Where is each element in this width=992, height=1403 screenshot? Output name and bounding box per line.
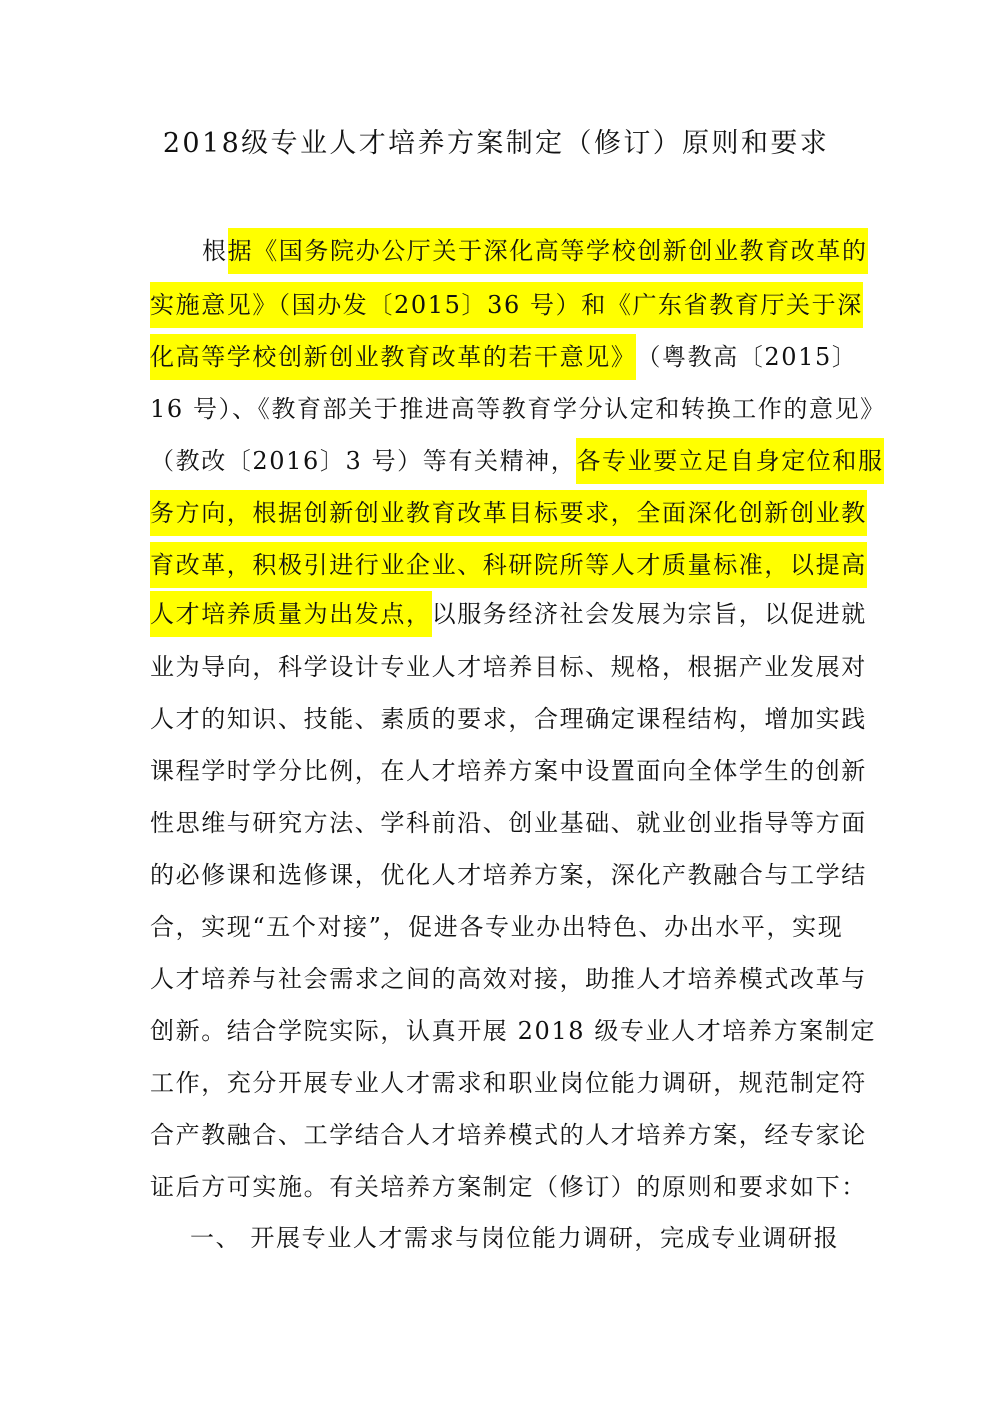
highlighted-text: 各专业要立足自身定位和服 bbox=[576, 438, 883, 484]
body-line bbox=[150, 334, 858, 380]
body-line bbox=[150, 956, 867, 1002]
body-text: 创新。结合学院实际，认真开展 2018 级专业人才培养方案制定 bbox=[150, 1017, 876, 1045]
body-text: 的必修课和选修课，优化人才培养方案，深化产教融合与工学结 bbox=[150, 861, 867, 889]
body-line bbox=[150, 800, 867, 846]
highlighted-text: 育改革，积极引进行业企业、科研院所等人才质量标准，以提高 bbox=[150, 542, 867, 588]
highlighted-text: 人才培养质量为出发点， bbox=[150, 591, 432, 637]
body-line bbox=[150, 748, 867, 794]
body-text: 人才的知识、技能、素质的要求，合理确定课程结构，增加实践 bbox=[150, 705, 867, 733]
body-text: 一、 开展专业人才需求与岗位能力调研，完成专业调研报 bbox=[190, 1224, 840, 1252]
body-line bbox=[150, 282, 863, 328]
body-line bbox=[202, 228, 894, 274]
body-line bbox=[150, 904, 842, 950]
body-line bbox=[150, 591, 867, 637]
highlighted-text: 化高等学校创新创业教育改革的若干意见》 bbox=[150, 334, 636, 380]
body-line bbox=[150, 542, 867, 588]
body-text: 合，实现“五个对接”，促进各专业办出特色、办出水平，实现 bbox=[150, 913, 844, 941]
body-line bbox=[150, 644, 867, 690]
body-text: 课程学时学分比例，在人才培养方案中设置面向全体学生的创新 bbox=[150, 757, 867, 785]
body-text: 16 号）、《教育部关于推进高等教育学分认定和转换工作的意见》 bbox=[150, 395, 886, 423]
body-line bbox=[190, 1215, 842, 1261]
body-line bbox=[150, 438, 884, 484]
body-text: （粤教高〔2015〕 bbox=[636, 343, 858, 371]
body-text: 合产教融合、工学结合人才培养模式的人才培养方案，经专家论 bbox=[150, 1121, 867, 1149]
body-text: 以服务经济社会发展为宗旨，以促进就 bbox=[431, 600, 867, 628]
body-line bbox=[150, 1060, 867, 1106]
highlighted-text: 据《国务院办公厅关于深化高等学校创新创业教育改革的 bbox=[228, 228, 868, 274]
body-text: 工作，充分开展专业人才需求和职业岗位能力调研，规范制定符 bbox=[150, 1069, 867, 1097]
body-text: 根 bbox=[202, 237, 228, 265]
body-line bbox=[150, 852, 867, 898]
body-line bbox=[150, 696, 867, 742]
body-line bbox=[150, 1008, 876, 1054]
body-text: 性思维与研究方法、学科前沿、创业基础、就业创业指导等方面 bbox=[150, 809, 867, 837]
body-line bbox=[150, 1164, 867, 1210]
body-line bbox=[150, 1112, 867, 1158]
document-title: 2018级专业人才培养方案制定（修订）原则和要求 bbox=[162, 128, 830, 159]
highlighted-text: 务方向，根据创新创业教育改革目标要求，全面深化创新创业教 bbox=[150, 490, 867, 536]
body-text: （教改〔2016〕3 号）等有关精神， bbox=[150, 447, 577, 475]
body-text: 证后方可实施。有关培养方案制定（修订）的原则和要求如下： bbox=[150, 1173, 867, 1201]
body-line bbox=[150, 490, 867, 536]
body-line bbox=[150, 386, 886, 432]
body-text: 人才培养与社会需求之间的高效对接，助推人才培养模式改革与 bbox=[150, 965, 867, 993]
body-text: 业为导向，科学设计专业人才培养目标、规格，根据产业发展对 bbox=[150, 653, 867, 681]
highlighted-text: 实施意见》（国办发〔2015〕36 号）和《广东省教育厅关于深 bbox=[150, 282, 863, 328]
